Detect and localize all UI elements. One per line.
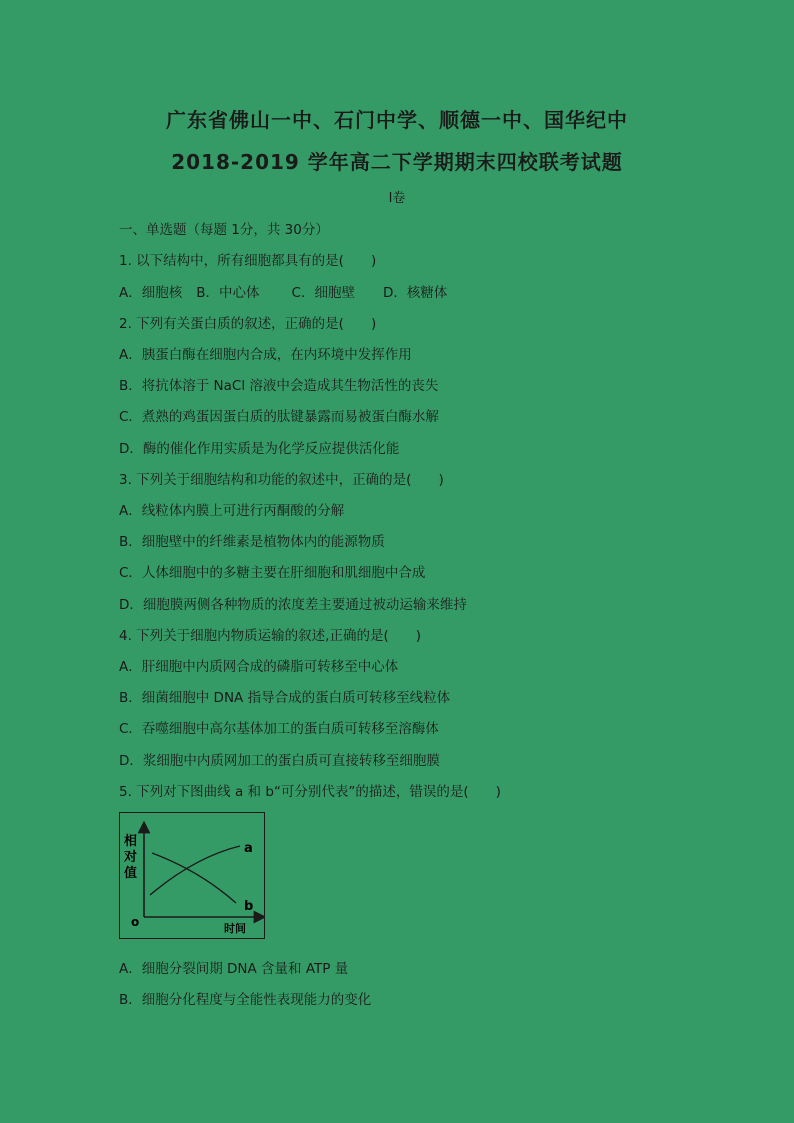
curve-a (150, 846, 240, 895)
q3-option-b: B．细胞壁中的纤维素是植物体内的能源物质 (119, 534, 385, 550)
x-label: 时间 (224, 922, 246, 935)
q2-option-a: A．胰蛋白酶在细胞内合成，在内环境中发挥作用 (119, 347, 412, 363)
q3-option-a: A．线粒体内膜上可进行丙酮酸的分解 (119, 503, 345, 519)
question-5-figure (119, 812, 265, 939)
q4-option-c: C．吞噬细胞中高尔基体加工的蛋白质可转移至溶酶体 (119, 721, 439, 737)
q2-option-d: D．酶的催化作用实质是为化学反应提供活化能 (119, 441, 400, 457)
question-3-stem: 3. 下列关于细胞结构和功能的叙述中，正确的是( ) (119, 472, 444, 488)
y-label-1: 相 (124, 834, 138, 849)
curve-b-label: b (244, 899, 254, 914)
q4-option-d: D．浆细胞中内质网加工的蛋白质可直接转移至细胞膜 (119, 753, 440, 769)
title-line-2: 2018-2019 学年高二下学期期末四校联考试题 (171, 150, 623, 174)
y-label-3: 值 (124, 866, 138, 881)
question-5-stem: 5. 下列对下图曲线 a 和 b“可分别代表”的描述，错误的是( ) (119, 784, 501, 800)
y-label-2: 对 (124, 850, 138, 865)
curve-graph (120, 813, 264, 938)
origin-label: o (131, 915, 140, 929)
question-1-options (119, 281, 447, 301)
q1-option-b: B．中心体 (196, 285, 260, 301)
title-line-1: 广东省佛山一中、石门中学、顺德一中、国华纪中 (166, 108, 628, 132)
q1-option-c: C．细胞壁 (291, 285, 355, 301)
curve-b (152, 853, 236, 903)
q1-option-a: A．细胞核 (119, 285, 183, 301)
question-4-stem: 4. 下列关于细胞内物质运输的叙述,正确的是( ) (119, 628, 421, 644)
q3-option-c: C．人体细胞中的多糖主要在肝细胞和肌细胞中合成 (119, 565, 426, 581)
question-2-stem: 2. 下列有关蛋白质的叙述，正确的是( ) (119, 316, 377, 332)
q5-option-a: A．细胞分裂间期 DNA 含量和 ATP 量 (119, 961, 349, 977)
q2-option-b: B．将抗体溶于 NaCl 溶液中会造成其生物活性的丧失 (119, 378, 439, 394)
q1-option-d: D．核糖体 (382, 285, 448, 301)
q3-option-d: D．细胞膜两侧各种物质的浓度差主要通过被动运输来维持 (119, 597, 467, 613)
volume-label: I卷 (388, 191, 406, 206)
q4-option-b: B．细菌细胞中 DNA 指导合成的蛋白质可转移至线粒体 (119, 690, 451, 706)
section-heading: 一、单选题（每题 1分，共 30分） (119, 222, 329, 238)
curve-a-label: a (244, 841, 253, 856)
q5-option-b: B．细胞分化程度与全能性表现能力的变化 (119, 992, 372, 1008)
q2-option-c: C．煮熟的鸡蛋因蛋白质的肽键暴露而易被蛋白酶水解 (119, 409, 439, 425)
q4-option-a: A．肝细胞中内质网合成的磷脂可转移至中心体 (119, 659, 399, 675)
question-1-stem: 1. 以下结构中，所有细胞都具有的是( ) (119, 253, 377, 269)
